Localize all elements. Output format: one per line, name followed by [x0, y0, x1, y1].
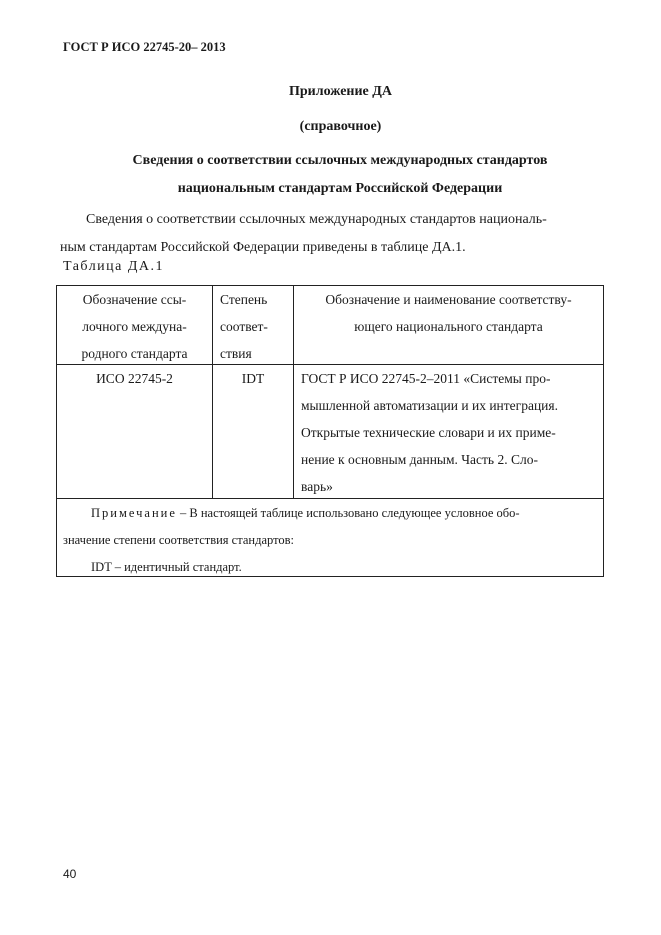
header-text: Обозначение ссы-	[82, 292, 187, 307]
table-label: Таблица ДА.1	[63, 259, 165, 274]
cell-text: нение к основным данным. Часть 2. Сло-	[301, 452, 538, 467]
intro-paragraph	[60, 206, 605, 262]
cell-text: варь»	[301, 479, 333, 494]
header-text: родного стандарта	[81, 346, 188, 361]
paragraph-line-1: Сведения о соответствии ссылочных международных стандартов националь-	[86, 212, 547, 227]
annex-heading-line-2: национальным стандартам Российской Федерации	[177, 181, 503, 196]
header-text: Степень	[220, 292, 268, 307]
header-ref-standard	[57, 286, 212, 367]
annex-heading-line-1: Сведения о соответствии ссылочных международных стандартов	[132, 153, 548, 168]
cell-text: мышленной автоматизации и их интеграция.	[301, 398, 558, 413]
note-text: – В настоящей таблице использовано следующее условное обо-	[176, 506, 520, 520]
cell-text: ГОСТ Р ИСО 22745-2–2011 «Системы про-	[301, 371, 551, 386]
page-number: 40	[63, 867, 77, 881]
header-national-standard	[294, 286, 603, 340]
cell-national-standard	[301, 365, 597, 500]
header-text: лочного междуна-	[82, 319, 187, 334]
note-label: Примечание	[91, 506, 177, 520]
cell-ref-standard	[57, 365, 212, 392]
cell-degree	[213, 365, 293, 392]
header-degree	[220, 286, 292, 367]
document-code: ГОСТ Р ИСО 22745-20– 2013	[63, 40, 226, 54]
header-text: ствия	[220, 346, 252, 361]
note-line-3: IDT – идентичный стандарт.	[91, 560, 242, 574]
table-divider	[212, 286, 213, 498]
table-note	[63, 500, 595, 581]
correspondence-table	[56, 285, 604, 577]
cell-text: IDT	[241, 371, 265, 386]
note-line-2: значение степени соответствия стандартов:	[63, 533, 294, 547]
header-text: Обозначение и наименование соответству-	[325, 292, 572, 307]
header-text: ющего национального стандарта	[354, 319, 543, 334]
annex-title: Приложение ДА	[288, 84, 393, 99]
annex-status: (справочное)	[299, 119, 382, 134]
paragraph-line-2: ным стандартам Российской Федерации приведены в таблице ДА.1.	[60, 240, 466, 255]
header-text: соответ-	[220, 319, 268, 334]
cell-text: Открытые технические словари и их приме-	[301, 425, 556, 440]
note-line-1	[63, 500, 595, 527]
cell-text: ИСО 22745-2	[96, 371, 173, 386]
